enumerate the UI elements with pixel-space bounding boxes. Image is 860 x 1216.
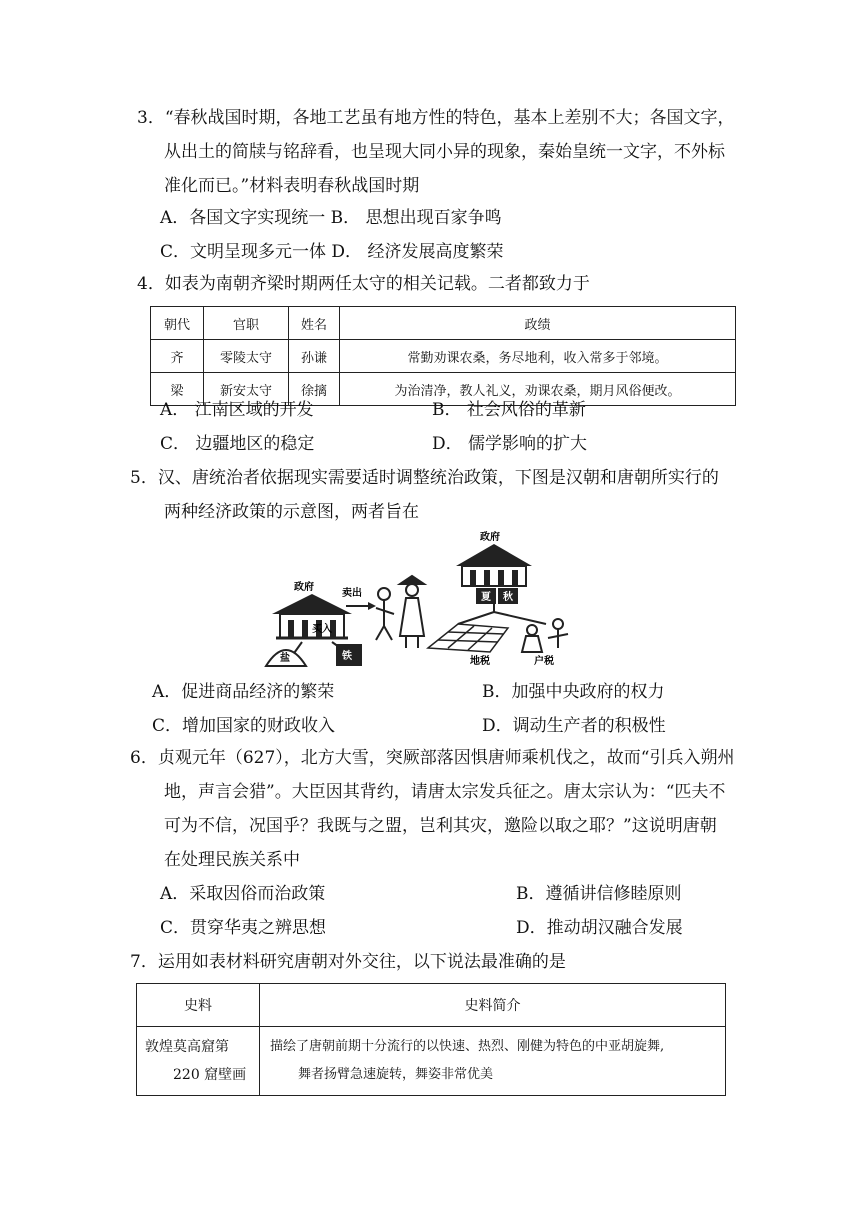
table-header-cell: 政绩 xyxy=(340,307,736,340)
table-cell xyxy=(260,1027,726,1096)
q5-option-d: D．调动生产者的积极性 xyxy=(482,716,666,736)
table-row xyxy=(137,1027,726,1096)
q5-option-c: C．增加国家的财政收入 xyxy=(152,716,336,736)
q7-stem: 7．运用如表材料研究唐朝对外交往，以下说法最准确的是 xyxy=(130,952,566,972)
table-cell: 梁 xyxy=(151,373,204,406)
farm-fields-icon xyxy=(428,624,508,652)
table-cell: 零陵太守 xyxy=(204,340,289,373)
description-line-2: 舞者扬臂急速旋转，舞姿非常优美 xyxy=(298,1067,494,1082)
q3-stem-line-2: 从出土的简牍与铭辞看，也呈现大同小异的现象，秦始皇统一文字，不外标 xyxy=(164,142,725,162)
summer-label: 夏 xyxy=(481,592,491,603)
q3-options-row-2: C．文明呈现多元一体 D． 经济发展高度繁荣 xyxy=(160,242,504,262)
table-header-cell: 史料 xyxy=(137,984,260,1027)
table-cell: 齐 xyxy=(151,340,204,373)
buy-label: 买入 xyxy=(312,624,332,635)
q3-options-row-1: A．各国文字实现统一 B． 思想出现百家争鸣 xyxy=(160,208,502,228)
table-cell xyxy=(137,1027,260,1096)
table-header-cell: 朝代 xyxy=(151,307,204,340)
q4-table xyxy=(150,306,736,406)
q4-option-a: A． 江南区域的开发 xyxy=(160,400,314,420)
table-cell: 徐摛 xyxy=(289,373,340,406)
q6-option-c: C．贯穿华夷之辨思想 xyxy=(160,918,327,938)
table-header-cell: 史料简介 xyxy=(260,984,726,1027)
q5-policy-figure xyxy=(262,528,592,670)
source-line-1: 敦煌莫高窟第 xyxy=(145,1039,229,1055)
table-cell: 为治清净，教人礼义，劝课农桑，期月风俗便改。 xyxy=(340,373,736,406)
table-cell: 新安太守 xyxy=(204,373,289,406)
household-tax-label: 户税 xyxy=(534,656,554,667)
q5-option-a: A．促进商品经济的繁荣 xyxy=(152,682,335,702)
land-tax-label: 地税 xyxy=(470,656,490,667)
q7-table xyxy=(136,983,726,1096)
description-line-1: 描绘了唐朝前期十分流行的以快速、热烈、刚健为特色的中亚胡旋舞, xyxy=(270,1039,665,1054)
q3-stem-line-3: 准化而已。”材料表明春秋战国时期 xyxy=(164,176,420,196)
q3-stem-line-1: 3．“春秋战国时期，各地工艺虽有地方性的特色，基本上差别不大；各国文字， xyxy=(137,108,735,128)
table-cell: 常勤劝课农桑，务尽地利，收入常多于邻境。 xyxy=(340,340,736,373)
q4-option-c: C． 边疆地区的稳定 xyxy=(160,434,315,454)
q6-stem-line-1: 6．贞观元年（627），北方大雪，突厥部落因惧唐师乘机伐之，故而“引兵入朔州 xyxy=(130,748,735,768)
q6-stem-line-2: 地，声言会猎”。大臣因其背约，请唐太宗发兵征之。唐太宗认为：“匹夫不 xyxy=(164,782,726,802)
salt-label: 盐 xyxy=(280,653,290,664)
merchants-figure-icon xyxy=(376,576,424,648)
source-line-2: 220 窟壁画 xyxy=(173,1067,247,1083)
iron-label: 铁 xyxy=(342,651,352,662)
q4-stem: 4．如表为南朝齐梁时期两任太守的相关记载。二者都致力于 xyxy=(137,274,590,294)
table-row xyxy=(151,307,736,340)
government-building-icon-right xyxy=(456,544,532,586)
q6-stem-line-4: 在处理民族关系中 xyxy=(164,850,300,870)
table-row xyxy=(137,984,726,1027)
table-header-cell: 姓名 xyxy=(289,307,340,340)
q5-option-b: B．加强中央政府的权力 xyxy=(482,682,665,702)
q5-stem-line-1: 5．汉、唐统治者依据现实需要适时调整统治政策，下图是汉朝和唐朝所实行的 xyxy=(130,468,719,488)
q6-option-a: A．采取因俗而治政策 xyxy=(160,884,326,904)
table-header-cell: 官职 xyxy=(204,307,289,340)
q4-option-d: D． 儒学影响的扩大 xyxy=(432,434,588,454)
gov-label-right: 政府 xyxy=(480,532,500,543)
q4-option-b: B． 社会风俗的革新 xyxy=(432,400,586,420)
q6-stem-line-3: 可为不信，况国乎？我既与之盟，岂利其灾，邀险以取之耶？”这说明唐朝 xyxy=(164,816,717,836)
table-cell: 孙谦 xyxy=(289,340,340,373)
gov-label-left: 政府 xyxy=(294,582,314,593)
table-row xyxy=(151,340,736,373)
q6-option-b: B．遵循讲信修睦原则 xyxy=(516,884,682,904)
autumn-label: 秋 xyxy=(503,592,513,603)
q5-stem-line-2: 两种经济政策的示意图，两者旨在 xyxy=(164,502,419,522)
sell-label: 卖出 xyxy=(342,588,362,599)
q6-option-d: D．推动胡汉融合发展 xyxy=(516,918,683,938)
